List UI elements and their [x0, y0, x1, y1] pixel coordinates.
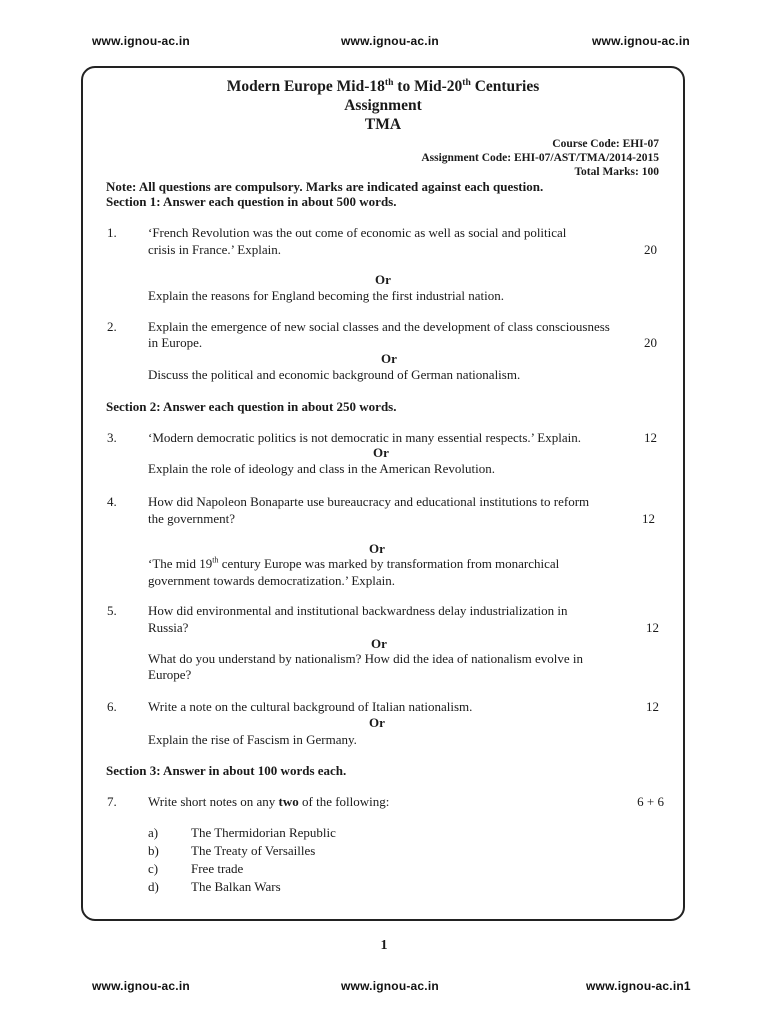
question-4-alternative: ‘The mid 19th century Europe was marked by transformation from monarchical: [148, 555, 560, 571]
watermark-bottom-right: www.ignou-ac.in1: [586, 979, 691, 993]
or-label: Or: [369, 541, 385, 556]
question-number: 3.: [107, 430, 117, 445]
option-label: a): [148, 825, 159, 840]
watermark-top-right: www.ignou-ac.in: [592, 34, 690, 48]
note-text: Note: All questions are compulsory. Marks are indicated against each question.: [106, 179, 544, 194]
option-label: c): [148, 861, 159, 876]
question-6-alternative: Explain the rise of Fascism in Germany.: [148, 732, 357, 747]
question-3-alternative: Explain the role of ideology and class in the American Revolution.: [148, 461, 495, 476]
document-title: Modern Europe Mid-18th to Mid-20th Centuries: [226, 76, 540, 95]
assignment-code: Assignment Code: EHI-07/AST/TMA/2014-2015: [421, 152, 659, 164]
question-6-text: Write a note on the cultural background of Italian nationalism.: [148, 699, 473, 714]
watermark-top-left: www.ignou-ac.in: [92, 34, 190, 48]
option-text: The Balkan Wars: [191, 879, 281, 894]
question-7-text: Write short notes on any two of the following:: [148, 794, 390, 809]
question-number: 1.: [107, 225, 117, 240]
question-2-alternative: Discuss the political and economic background of German nationalism.: [148, 367, 521, 382]
question-2-text-cont: in Europe.: [148, 335, 203, 350]
question-1-text-cont: crisis in France.’ Explain.: [148, 242, 281, 257]
question-number: 7.: [107, 794, 117, 809]
course-code: Course Code: EHI-07: [552, 138, 659, 150]
tma-label: TMA: [364, 116, 402, 133]
section-1-heading: Section 1: Answer each question in about 500 words.: [106, 194, 397, 209]
question-5-alternative-cont: Europe?: [148, 667, 192, 682]
watermark-bottom-center: www.ignou-ac.in: [341, 979, 439, 993]
total-marks: Total Marks: 100: [574, 166, 659, 178]
watermark-top-center: www.ignou-ac.in: [341, 34, 439, 48]
option-label: b): [148, 843, 159, 858]
question-3-marks: 12: [644, 430, 657, 445]
question-6-marks: 12: [646, 699, 659, 714]
option-text: The Thermidorian Republic: [191, 825, 336, 840]
or-label: Or: [369, 715, 385, 730]
question-1-marks: 20: [644, 242, 657, 257]
question-4-text: How did Napoleon Bonaparte use bureaucracy and educational institutions to reform: [148, 494, 590, 509]
question-3-text: ‘Modern democratic politics is not democratic in many essential respects.’ Explain.: [148, 430, 581, 445]
question-5-text-cont: Russia?: [148, 620, 189, 635]
question-4-marks: 12: [642, 511, 655, 526]
or-label: Or: [375, 272, 391, 287]
document-subtitle: Assignment: [344, 97, 422, 114]
question-4-text-cont: the government?: [148, 511, 235, 526]
or-label: Or: [373, 445, 389, 460]
or-label: Or: [371, 636, 387, 651]
question-5-alternative: What do you understand by nationalism? How did the idea of nationalism evolve in: [148, 651, 584, 666]
question-4-alternative-cont: government towards democratization.’ Explain.: [148, 573, 396, 588]
question-7-marks: 6 + 6: [637, 794, 664, 809]
page-number: 1: [380, 938, 388, 953]
question-2-marks: 20: [644, 335, 657, 350]
question-5-marks: 12: [646, 620, 659, 635]
question-number: 6.: [107, 699, 117, 714]
question-2-text: Explain the emergence of new social classes and the development of class consciousness: [148, 319, 610, 334]
question-number: 5.: [107, 603, 117, 618]
question-number: 2.: [107, 319, 117, 334]
or-label: Or: [381, 351, 397, 366]
question-1-alternative: Explain the reasons for England becoming the first industrial nation.: [148, 288, 504, 303]
section-3-heading: Section 3: Answer in about 100 words each.: [106, 763, 347, 778]
section-2-heading: Section 2: Answer each question in about 250 words.: [106, 399, 397, 414]
question-number: 4.: [107, 494, 117, 509]
watermark-bottom-left: www.ignou-ac.in: [92, 979, 190, 993]
question-1-text: ‘French Revolution was the out come of economic as well as social and political: [148, 225, 567, 240]
question-5-text: How did environmental and institutional backwardness delay industrialization in: [148, 603, 568, 618]
option-text: The Treaty of Versailles: [191, 843, 316, 858]
option-text: Free trade: [191, 861, 244, 876]
option-label: d): [148, 879, 159, 894]
